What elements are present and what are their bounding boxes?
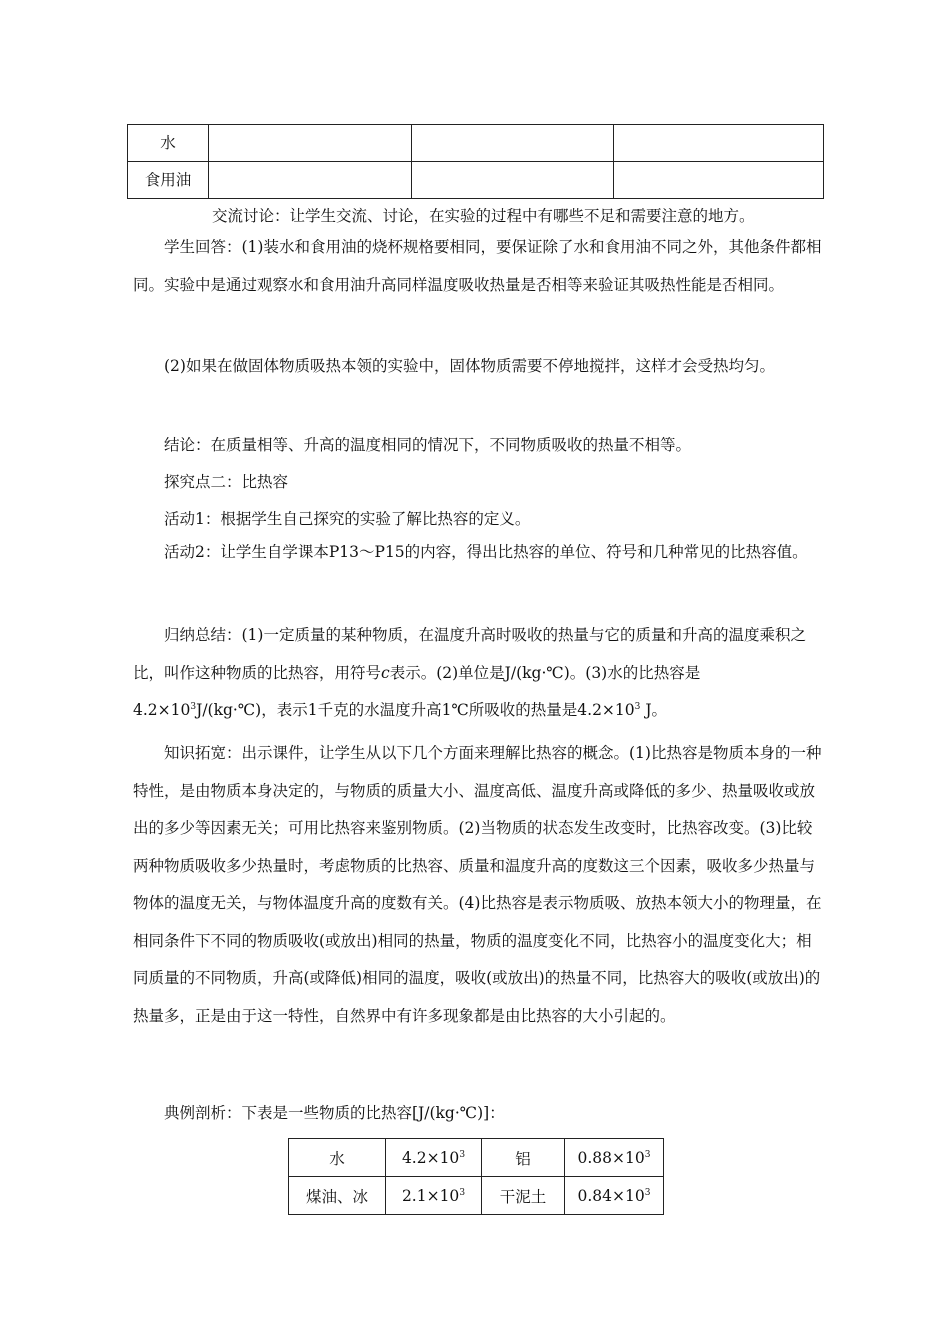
table-cell bbox=[412, 162, 614, 199]
summary-text-1: 归纳总结：(1)一定质量的某种物质，在温度升高时吸收的热量与它的质量和升高的温度乘积之比，叫作这种物质的比热容，用符号 bbox=[133, 626, 806, 682]
table-cell-label: 食用油 bbox=[128, 162, 209, 199]
summary-text-2: 表示。(2)单位是J/(kg·℃)。(3)水的比热容是4.2×10 bbox=[133, 663, 701, 719]
table-cell: 铝 bbox=[482, 1139, 565, 1177]
exponent: 3 bbox=[190, 702, 197, 712]
table-cell bbox=[209, 125, 412, 162]
table-cell bbox=[565, 1177, 664, 1215]
exponent: 3 bbox=[644, 1187, 651, 1198]
value-text: 2.1×10 bbox=[401, 1186, 460, 1205]
table-cell: 干泥土 bbox=[482, 1177, 565, 1215]
table-row bbox=[128, 125, 824, 162]
value-text: 4.2×10 bbox=[401, 1148, 460, 1167]
extension-paragraph: 知识拓宽：出示课件，让学生从以下几个方面来理解比热容的概念。(1)比热容是物质本身的一种特性，是由物质本身决定的，与物质的质量大小、温度高低、温度升高或降低的多少、热量吸收或放出的多少等因素无关；可用比热容来鉴别物质。(2)当物质的状态发生改变时，比热容改变。(3)比较两种物质吸收多少热量时，考虑物质的比热容、质量和温度升高的度数这三个因素，吸收多少热量与物体的温度无关，与物体温度升高的度数有关。(4)比热容是表示物质吸、放热本领大小的物理量，在相同条件下不同的物质吸收(或放出)相同的热量，物质的温度变化不同，比热容小的温度变化大；相同质量的不同物质，升高(或降低)相同的温度，吸收(或放出)的热量不同，比热容大的吸收(或放出)的热量多，正是由于这一特性，自然界中有许多现象都是由比热容的大小引起的。 bbox=[133, 744, 822, 1025]
data-table-top bbox=[127, 124, 824, 199]
table-cell-label: 水 bbox=[128, 125, 209, 162]
table-cell bbox=[386, 1177, 482, 1215]
table-cell bbox=[386, 1139, 482, 1177]
table-cell bbox=[614, 162, 824, 199]
section-heading: 探究点二：比热容 bbox=[164, 473, 289, 491]
table-cell: 水 bbox=[289, 1139, 386, 1177]
discussion-paragraph: 交流讨论：让学生交流、讨论，在实验的过程中有哪些不足和需要注意的地方。 bbox=[212, 207, 755, 225]
value-text: 0.84×10 bbox=[577, 1186, 645, 1205]
example-heading: 典例剖析：下表是一些物质的比热容[J/(kg·℃)]： bbox=[164, 1104, 505, 1122]
value-text: 0.88×10 bbox=[577, 1148, 645, 1167]
summary-text-4: J。 bbox=[640, 701, 668, 719]
exponent: 3 bbox=[459, 1187, 466, 1198]
table-cell: 煤油、冰 bbox=[289, 1177, 386, 1215]
exponent: 3 bbox=[634, 702, 641, 712]
table-row bbox=[289, 1139, 664, 1177]
table-cell bbox=[209, 162, 412, 199]
table-cell bbox=[614, 125, 824, 162]
activity-2-paragraph: 活动2：让学生自学课本P13～P15的内容，得出比热容的单位、符号和几种常见的比热容值。 bbox=[164, 543, 808, 561]
exponent: 3 bbox=[459, 1149, 466, 1160]
answer-paragraph-1: 学生回答：(1)装水和食用油的烧杯规格要相同，要保证除了水和食用油不同之外，其他条件都相同。实验中是通过观察水和食用油升高同样温度吸收热量是否相等来验证其吸热性能是否相同。 bbox=[133, 238, 822, 294]
specific-heat-table bbox=[288, 1138, 664, 1215]
table-cell bbox=[412, 125, 614, 162]
conclusion-paragraph: 结论：在质量相等、升高的温度相同的情况下，不同物质吸收的热量不相等。 bbox=[164, 436, 692, 454]
exponent: 3 bbox=[644, 1149, 651, 1160]
activity-1-paragraph: 活动1：根据学生自己探究的实验了解比热容的定义。 bbox=[164, 510, 531, 528]
answer-paragraph-2: (2)如果在做固体物质吸热本领的实验中，固体物质需要不停地搅拌，这样才会受热均匀。 bbox=[164, 357, 775, 375]
table-row bbox=[289, 1177, 664, 1215]
summary-text-3: J/(kg·℃)，表示1千克的水温度升高1℃所吸收的热量是4.2×10 bbox=[196, 701, 635, 719]
symbol-c: c bbox=[381, 663, 390, 682]
table-cell bbox=[565, 1139, 664, 1177]
table-row bbox=[128, 162, 824, 199]
summary-paragraph bbox=[133, 617, 823, 730]
